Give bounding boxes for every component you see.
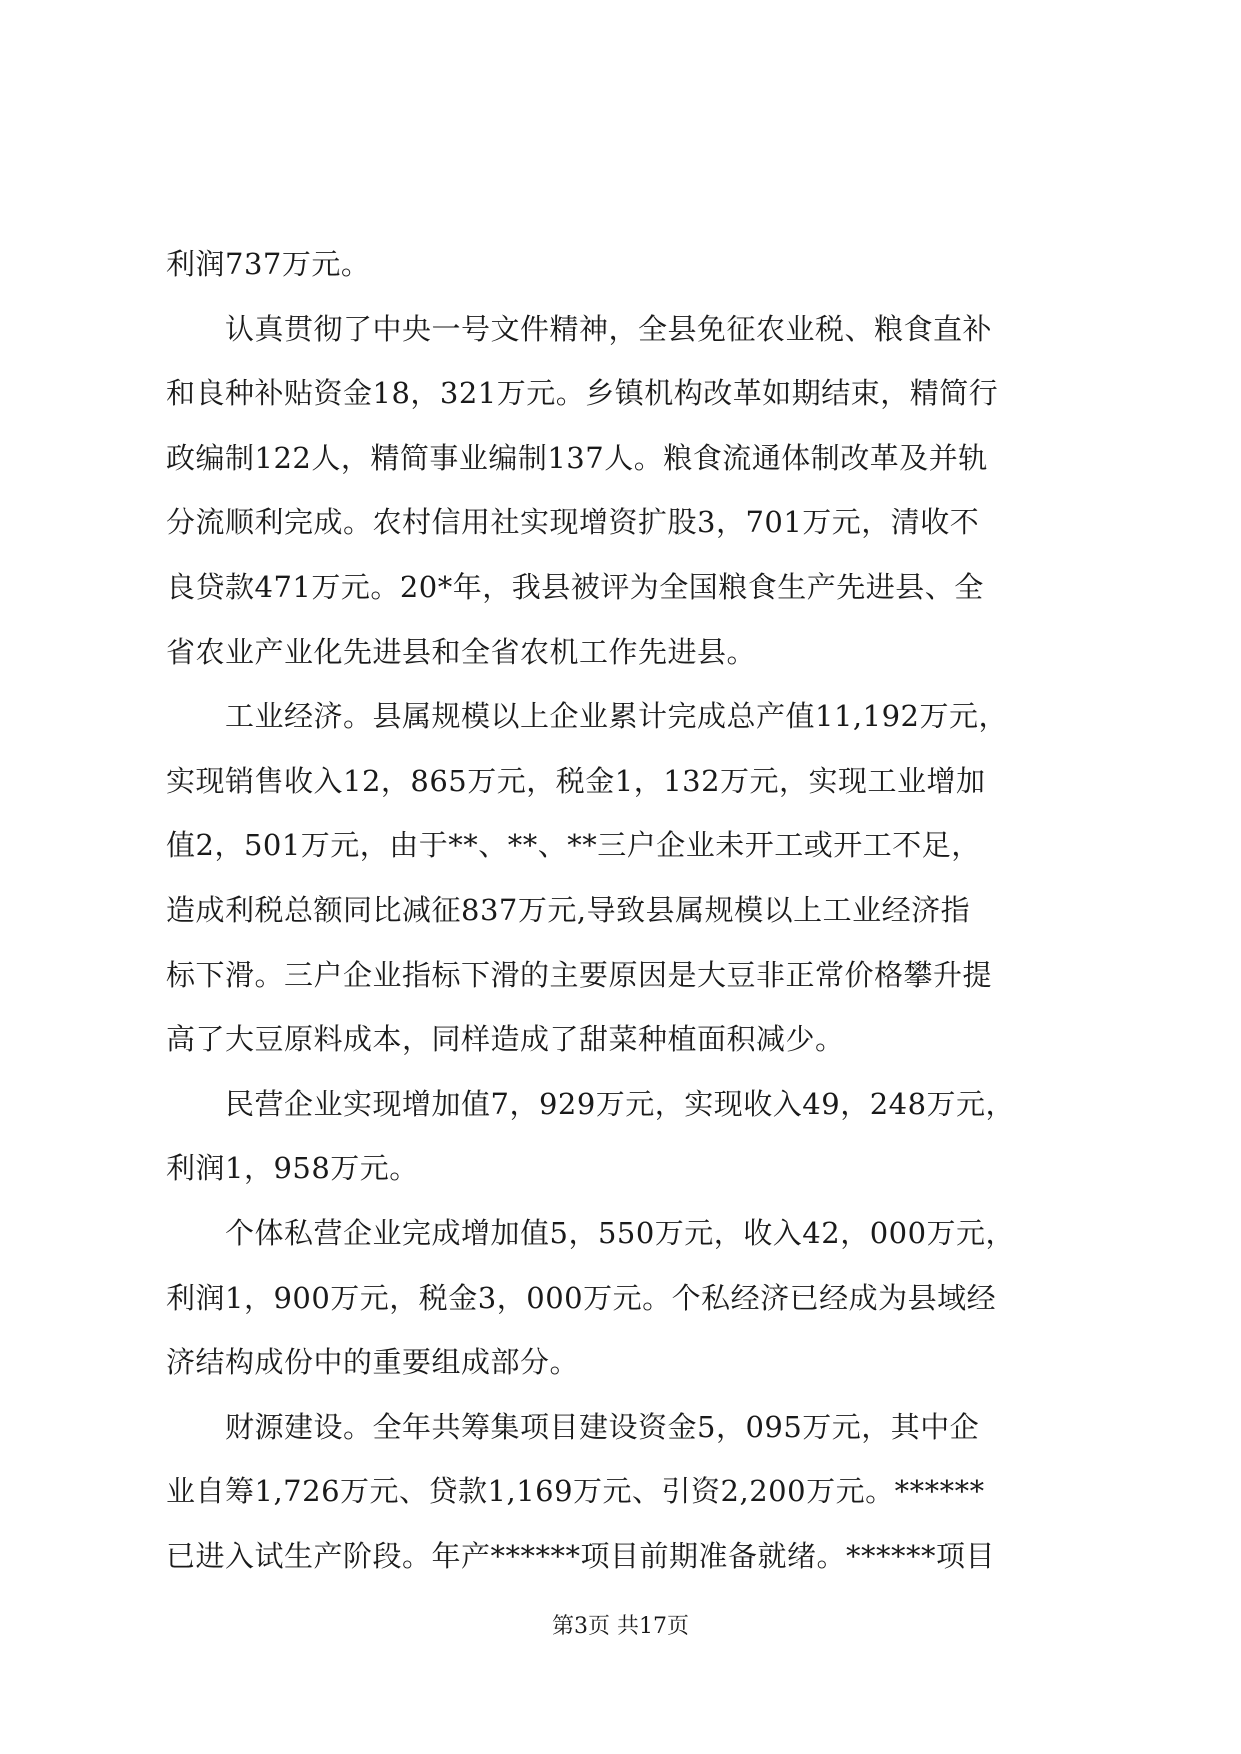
text-line: 业自筹1,726万元、贷款1,169万元、引资2,200万元。****** <box>166 1474 985 1509</box>
text-line: 济结构成份中的重要组成部分。 <box>166 1345 580 1380</box>
text-line: 民营企业实现增加值7，929万元，实现收入49，248万元， <box>166 1086 1016 1121</box>
text-line: 利润1，958万元。 <box>166 1151 419 1186</box>
text-line: 利润1，900万元，税金3，000万元。个私经济已经成为县域经 <box>166 1280 997 1315</box>
text-line: 政编制122人，精简事业编制137人。粮食流通体制改革及并轨 <box>166 440 988 475</box>
text-line: 良贷款471万元。20*年，我县被评为全国粮食生产先进县、全 <box>166 569 984 604</box>
text-line: 认真贯彻了中央一号文件精神，全县免征农业税、粮食直补 <box>166 311 993 346</box>
text-line: 值2，501万元，由于**、**、**三户企业未开工或开工不足， <box>166 828 981 863</box>
text-line: 省农业产业化先进县和全省农机工作先进县。 <box>166 634 757 669</box>
text-line: 高了大豆原料成本，同样造成了甜菜种植面积减少。 <box>166 1022 845 1057</box>
body-text <box>166 232 1081 1588</box>
text-line: 造成利税总额同比减征837万元,导致县属规模以上工业经济指 <box>166 892 971 927</box>
text-line: 已进入试生产阶段。年产******项目前期准备就绪。******项目 <box>166 1538 996 1573</box>
text-line: 财源建设。全年共筹集项目建设资金5，095万元，其中企 <box>166 1409 980 1444</box>
text-line: 工业经济。县属规模以上企业累计完成总产值11,192万元， <box>166 699 1008 734</box>
page-number-footer: 第3页 共17页 <box>552 1614 689 1639</box>
text-line: 个体私营企业完成增加值5，550万元，收入42，000万元， <box>166 1215 1016 1250</box>
text-line: 利润737万元。 <box>166 247 371 281</box>
text-line: 分流顺利完成。农村信用社实现增资扩股3，701万元，清收不 <box>166 505 980 540</box>
text-line: 实现销售收入12，865万元，税金1，132万元，实现工业增加 <box>166 763 986 798</box>
text-line: 标下滑。三户企业指标下滑的主要原因是大豆非正常价格攀升提 <box>166 957 993 992</box>
text-line: 和良种补贴资金18，321万元。乡镇机构改革如期结束，精简行 <box>166 376 999 411</box>
